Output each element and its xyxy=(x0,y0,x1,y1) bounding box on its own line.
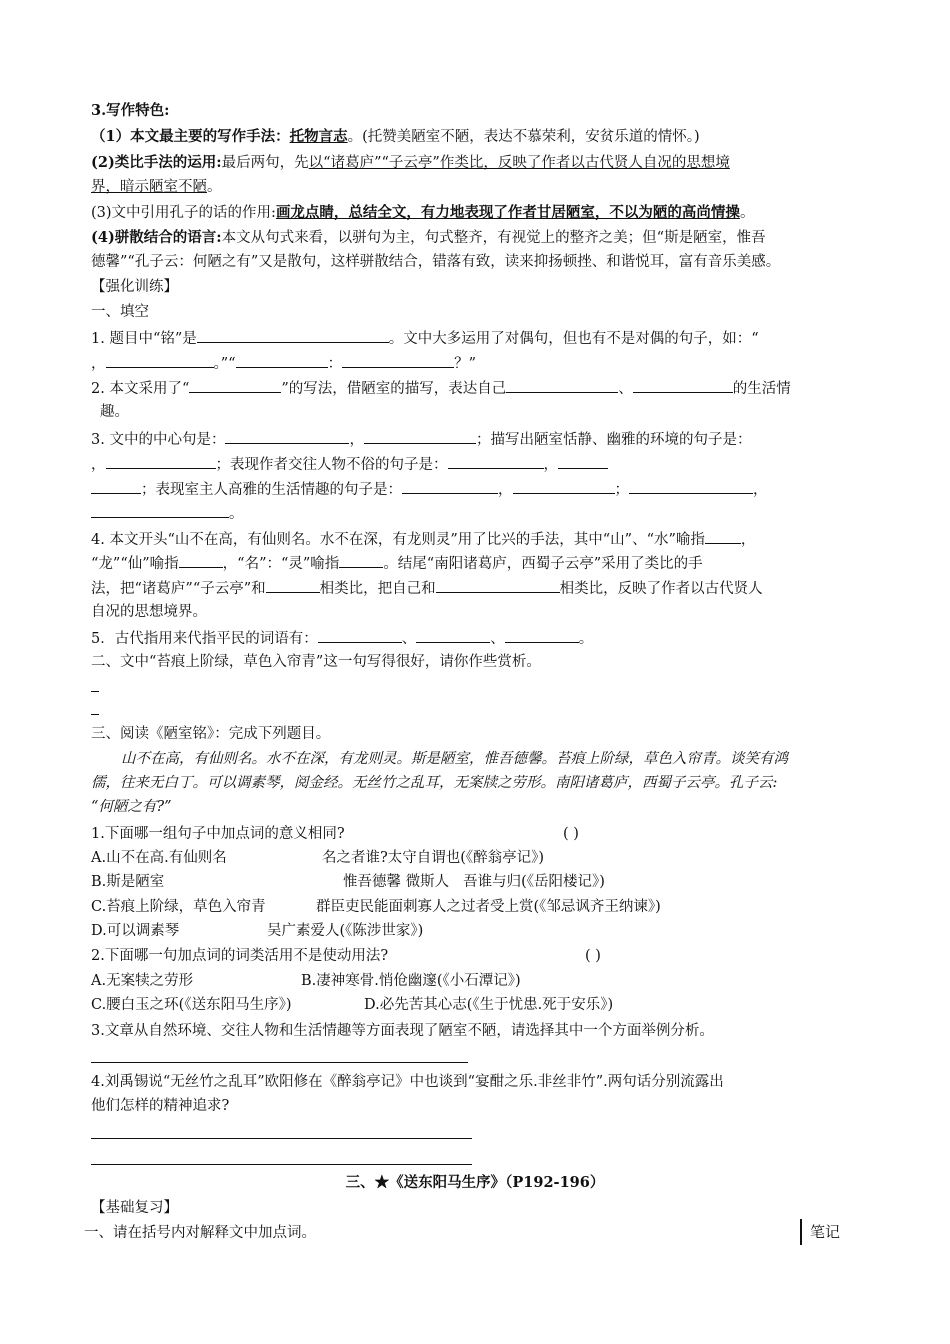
question-3: 3. 文中的中心句是： ， ；描写出陋室恬静、幽雅的环境的句子是： xyxy=(91,429,751,450)
section-heading: 3.写作特色: xyxy=(91,102,170,119)
option-d: D.可以调素琴 xyxy=(91,923,180,939)
answer-blank[interactable] xyxy=(629,479,753,494)
reading-question-3: 3.文章从自然环境、交往人物和生活情趣等方面表现了陋室不陋，请选择其中一个方面举例分析。 xyxy=(91,1023,714,1039)
answer-blank[interactable] xyxy=(266,578,320,593)
reading-question-4-cont: 他们怎样的精神追求? xyxy=(91,1098,230,1114)
passage-line: “何陋之有?” xyxy=(91,799,172,815)
question-4-cont3: 自况的思想境界。 xyxy=(91,604,207,620)
answer-blank[interactable] xyxy=(633,378,733,393)
answer-line[interactable] xyxy=(91,1138,472,1139)
answer-blank[interactable] xyxy=(506,378,618,393)
answer-blank[interactable] xyxy=(318,628,402,643)
answer-line[interactable] xyxy=(91,691,99,692)
option-a: A.山不在高.有仙则名 xyxy=(91,850,227,866)
question-1: 1. 题目中“铭”是 。文中大多运用了对偶句，但也有不是对偶的句子，如：“ xyxy=(91,328,759,349)
answer-line[interactable] xyxy=(91,1164,472,1165)
review-task: 一、请在括号内对解释文中加点词。 xyxy=(84,1225,316,1241)
question-1-cont: ， 。”“ ： ？” xyxy=(91,353,476,374)
question-4-cont2: 法，把“诸葛庐”“子云亭”和 相类比，把自己和 相类比，反映了作者以古代贤人 xyxy=(91,578,763,599)
answer-blank[interactable] xyxy=(436,578,560,593)
basic-review-header: 【基础复习】 xyxy=(91,1200,178,1216)
answer-blank[interactable] xyxy=(225,429,349,444)
answer-blank[interactable] xyxy=(339,553,383,568)
answer-blank[interactable] xyxy=(416,628,490,643)
answer-parentheses[interactable]: ( ) xyxy=(563,826,579,842)
option-a: A.无案犊之劳形 xyxy=(91,973,194,989)
part-three-title: 三、阅读《陋室铭》：完成下列题目。 xyxy=(91,726,331,742)
option-b: B.斯是陋室 xyxy=(91,874,165,890)
option-b: B.凄神寒骨.悄伧幽邃(《小石潭记》) xyxy=(301,973,521,989)
feature-item-1: （1）本文最主要的写作手法：托物言志。(托赞美陋室不陋，表达不慕荣利，安贫乐道的情怀。) xyxy=(91,128,700,145)
feature-item-3: (3)文中引用孔子的话的作用:画龙点睛，总结全文，有力地表现了作者甘居陋室，不以为陋的高尚情操。 xyxy=(91,204,755,221)
option-d-pair: 吴广素爱人(《陈涉世家》) xyxy=(267,923,424,939)
feature-item-4-cont: 德馨”“孔子云：何陋之有”又是散句，这样骈散结合，错落有致，读来抑扬顿挫、和谐悦耳，富有音乐美感。 xyxy=(91,254,781,270)
question-3-cont3: 。 xyxy=(91,503,244,524)
answer-parentheses[interactable]: ( ) xyxy=(585,948,601,964)
question-2-cont: 趣。 xyxy=(100,404,129,420)
answer-blank[interactable] xyxy=(364,429,476,444)
question-4: 4. 本文开头“山不在高，有仙则名。水不在深，有龙则灵”用了比兴的手法，其中“山”、“水”喻指 ， xyxy=(91,529,755,550)
answer-blank[interactable] xyxy=(342,353,454,368)
answer-blank[interactable] xyxy=(402,479,498,494)
feature-item-2-cont: 界，暗示陋室不陋。 xyxy=(91,179,222,195)
answer-blank[interactable] xyxy=(448,454,544,469)
reading-question-2: 2.下面哪一句加点词的词类活用不是使动用法? xyxy=(91,948,389,964)
answer-blank[interactable] xyxy=(189,378,281,393)
notes-label: 笔记 xyxy=(800,1219,840,1245)
reading-question-1: 1.下面哪一组句子中加点词的意义相同? xyxy=(91,826,345,842)
reading-question-4: 4.刘禹锡说“无丝竹之乱耳”欧阳修在《醉翁亭记》中也谈到“宴酣之乐.非丝非竹”.两句话分别流露出 xyxy=(91,1074,724,1090)
answer-line[interactable] xyxy=(91,1062,468,1063)
option-b-pair: 惟吾德馨 微斯人 吾谁与归(《岳阳楼记》) xyxy=(343,874,605,890)
option-a-pair: 名之者谁?太守自谓也(《醉翁亭记》) xyxy=(322,850,545,866)
passage-line: 山不在高，有仙则名。水不在深，有龙则灵。斯是陋室，惟吾德馨。苔痕上阶绿，草色入帘青。谈笑有鸿 xyxy=(121,751,788,767)
answer-blank[interactable] xyxy=(106,454,216,469)
answer-blank[interactable] xyxy=(513,479,615,494)
answer-line[interactable] xyxy=(91,714,99,715)
question-3-cont2: ；表现室主人高雅的生活情趣的句子是： ， ； ， xyxy=(91,479,768,500)
feature-item-2: (2)类比手法的运用:最后两句，先以“诸葛庐”“子云亭”作类比，反映了作者以古代贤人自况的思想境 xyxy=(91,154,730,171)
answer-blank[interactable] xyxy=(106,353,214,368)
option-c: C.腰白玉之环(《送东阳马生序》) xyxy=(91,997,292,1013)
answer-blank[interactable] xyxy=(179,553,223,568)
answer-blank[interactable] xyxy=(505,628,579,643)
question-2: 2. 本文采用了“ ”的写法，借陋室的描写，表达自己 、 的生活情 xyxy=(91,378,791,399)
option-d: D.必先苦其心志(《生于忧患.死于安乐》) xyxy=(364,997,614,1013)
part-two-title: 二、文中“苔痕上阶绿，草色入帘青”这一句写得很好，请你作些赏析。 xyxy=(91,654,541,670)
question-3-cont: ， ；表现作者交往人物不俗的句子是： ， xyxy=(91,454,608,475)
answer-blank[interactable] xyxy=(705,529,741,544)
option-c-pair: 群臣吏民能面刺寡人之过者受上赏(《邹忌讽齐王纳谏》) xyxy=(316,899,661,915)
answer-blank[interactable] xyxy=(91,503,229,518)
feature-item-4: (4)骈散结合的语言:本文从句式来看，以骈句为主，句式整齐，有视觉上的整齐之美；但“斯是陋室，惟吾 xyxy=(91,229,766,246)
answer-blank[interactable] xyxy=(91,479,141,494)
training-header: 【强化训练】 xyxy=(91,279,178,295)
passage-line: 儒，往来无白丁。可以调素琴，阅金经。无丝竹之乱耳，无案牍之劳形。南阳诸葛庐，西蜀子云亭。孔子云: xyxy=(91,775,778,791)
question-5: 5．古代指用来代指平民的词语有： 、 、 。 xyxy=(91,628,593,649)
question-4-cont: “龙”“仙”喻指 ，“名”：“灵”喻指 。结尾“南阳诸葛庐，西蜀子云亭”采用了类比的手 xyxy=(91,553,703,574)
answer-blank[interactable] xyxy=(558,454,608,469)
answer-blank[interactable] xyxy=(197,328,389,343)
option-c: C.苔痕上阶绿，草色入帘青 xyxy=(91,899,266,915)
part-one-title: 一、填空 xyxy=(91,304,149,320)
next-section-title: 三、★《送东阳马生序》（P192-196） xyxy=(345,1174,605,1191)
answer-blank[interactable] xyxy=(236,353,328,368)
